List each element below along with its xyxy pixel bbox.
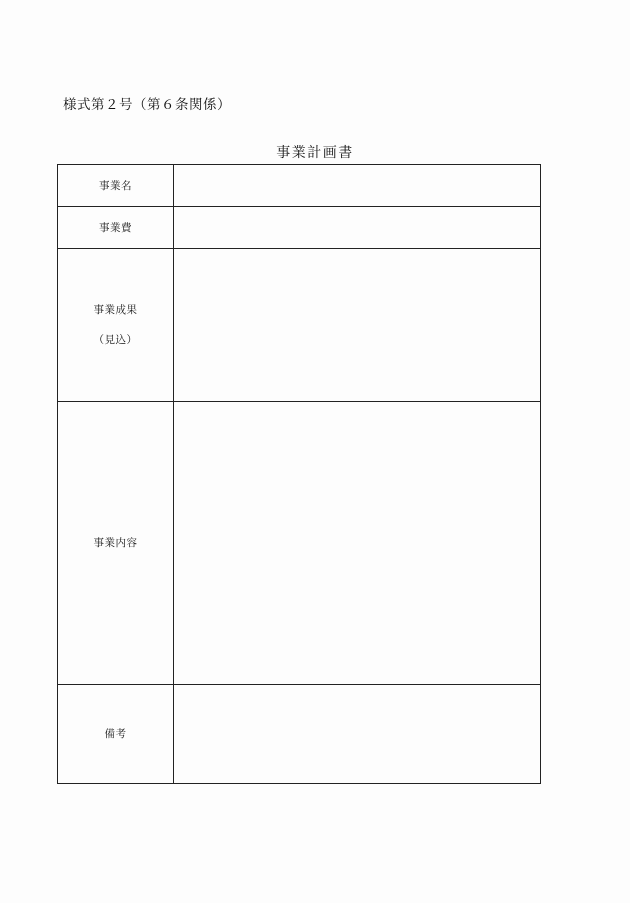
project-content-label: 事業内容 — [93, 537, 138, 549]
table-row-project-cost — [58, 207, 541, 249]
project-cost-label: 事業費 — [99, 221, 132, 234]
project-name-label-cell — [58, 165, 174, 207]
project-results-label: 事業成果 — [93, 304, 138, 316]
project-results-field[interactable] — [174, 249, 541, 402]
project-name-label: 事業名 — [99, 179, 132, 192]
project-cost-label-cell — [58, 207, 174, 249]
table-row-project-name — [58, 165, 541, 207]
project-content-field[interactable] — [174, 402, 541, 685]
business-plan-table — [57, 164, 541, 784]
table-row-project-results — [58, 249, 541, 402]
project-content-label-cell — [58, 402, 174, 685]
form-number-label: 様式第２号（第６条関係） — [63, 97, 231, 113]
project-results-label-cell — [58, 249, 174, 402]
table-row-project-content — [58, 402, 541, 685]
notes-label: 備考 — [104, 728, 127, 740]
project-cost-field[interactable] — [174, 207, 541, 249]
notes-field[interactable] — [174, 685, 541, 784]
table-row-notes — [58, 685, 541, 784]
project-results-sublabel: （見込） — [93, 334, 138, 346]
notes-label-cell — [58, 685, 174, 784]
project-name-field[interactable] — [174, 165, 541, 207]
document-title: 事業計画書 — [276, 145, 354, 161]
